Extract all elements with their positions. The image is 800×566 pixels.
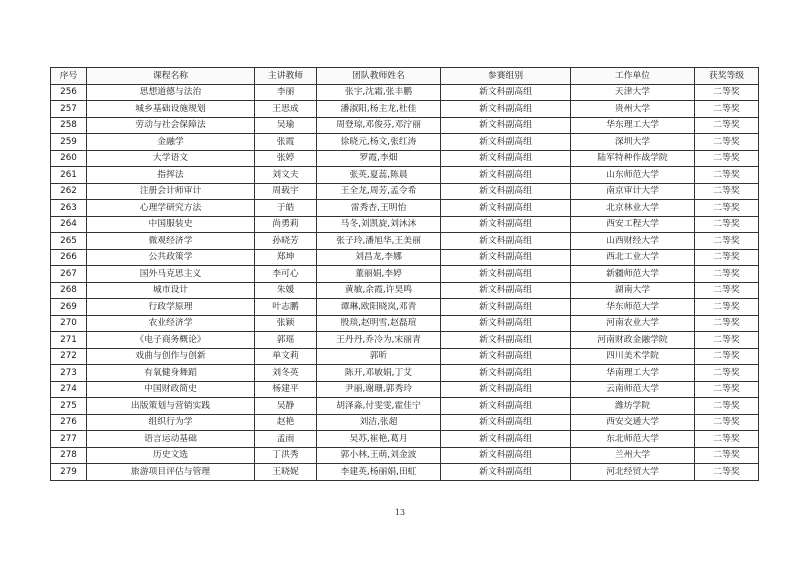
cell-work-unit: 河北经贸大学 bbox=[571, 464, 695, 481]
cell-work-unit: 河南财政金融学院 bbox=[571, 332, 695, 349]
table-row bbox=[51, 464, 759, 481]
cell-award-level: 二等奖 bbox=[695, 414, 759, 431]
cell-serial-number: 278 bbox=[51, 447, 87, 464]
cell-course-name: 《电子商务概论》 bbox=[87, 332, 255, 349]
cell-competition-group: 新文科副高组 bbox=[441, 348, 571, 365]
cell-team-teachers: 张英,夏蕊,陈晨 bbox=[317, 167, 441, 184]
cell-course-name: 金融学 bbox=[87, 134, 255, 151]
cell-course-name: 农业经济学 bbox=[87, 315, 255, 332]
table-row bbox=[51, 101, 759, 118]
cell-lead-teacher: 吴静 bbox=[255, 398, 317, 415]
table-row bbox=[51, 381, 759, 398]
cell-work-unit: 贵州大学 bbox=[571, 101, 695, 118]
cell-course-name: 心理学研究方法 bbox=[87, 200, 255, 217]
cell-lead-teacher: 丁洪秀 bbox=[255, 447, 317, 464]
cell-lead-teacher: 朱媛 bbox=[255, 282, 317, 299]
cell-team-teachers: 王丹丹,乔冷为,宋丽青 bbox=[317, 332, 441, 349]
cell-competition-group: 新文科副高组 bbox=[441, 117, 571, 134]
cell-team-teachers: 潘淑阳,杨主龙,杜佳 bbox=[317, 101, 441, 118]
cell-serial-number: 277 bbox=[51, 431, 87, 448]
cell-lead-teacher: 于皓 bbox=[255, 200, 317, 217]
header-team-teachers: 团队教师姓名 bbox=[317, 68, 441, 85]
table-row bbox=[51, 167, 759, 184]
cell-team-teachers: 王全龙,周芳,孟令希 bbox=[317, 183, 441, 200]
table-body bbox=[51, 84, 759, 480]
cell-course-name: 城乡基础设施规划 bbox=[87, 101, 255, 118]
cell-work-unit: 新疆师范大学 bbox=[571, 266, 695, 283]
cell-team-teachers: 张子玲,潘旭华,王美丽 bbox=[317, 233, 441, 250]
cell-competition-group: 新文科副高组 bbox=[441, 266, 571, 283]
cell-work-unit: 山西财经大学 bbox=[571, 233, 695, 250]
cell-course-name: 国外马克思主义 bbox=[87, 266, 255, 283]
cell-serial-number: 257 bbox=[51, 101, 87, 118]
cell-lead-teacher: 周载宇 bbox=[255, 183, 317, 200]
table-row bbox=[51, 365, 759, 382]
cell-work-unit: 东北师范大学 bbox=[571, 431, 695, 448]
table-header-row bbox=[51, 68, 759, 85]
cell-team-teachers: 刘昌龙,李娜 bbox=[317, 249, 441, 266]
cell-award-level: 二等奖 bbox=[695, 167, 759, 184]
cell-award-level: 二等奖 bbox=[695, 134, 759, 151]
cell-course-name: 行政学原理 bbox=[87, 299, 255, 316]
table-row bbox=[51, 117, 759, 134]
table-row bbox=[51, 84, 759, 101]
cell-serial-number: 264 bbox=[51, 216, 87, 233]
cell-course-name: 组织行为学 bbox=[87, 414, 255, 431]
cell-lead-teacher: 刘冬英 bbox=[255, 365, 317, 382]
header-lead-teacher: 主讲教师 bbox=[255, 68, 317, 85]
cell-award-level: 二等奖 bbox=[695, 464, 759, 481]
header-work-unit: 工作单位 bbox=[571, 68, 695, 85]
cell-lead-teacher: 孟雨 bbox=[255, 431, 317, 448]
cell-team-teachers: 郭小林,王萌,刘金波 bbox=[317, 447, 441, 464]
cell-course-name: 有氧健身舞蹈 bbox=[87, 365, 255, 382]
cell-award-level: 二等奖 bbox=[695, 200, 759, 217]
table-row bbox=[51, 332, 759, 349]
cell-team-teachers: 董丽娟,李婷 bbox=[317, 266, 441, 283]
cell-lead-teacher: 杨建平 bbox=[255, 381, 317, 398]
table-row bbox=[51, 447, 759, 464]
cell-course-name: 指挥法 bbox=[87, 167, 255, 184]
cell-competition-group: 新文科副高组 bbox=[441, 398, 571, 415]
cell-award-level: 二等奖 bbox=[695, 249, 759, 266]
table-row bbox=[51, 348, 759, 365]
cell-award-level: 二等奖 bbox=[695, 183, 759, 200]
cell-course-name: 旅游项目评估与管理 bbox=[87, 464, 255, 481]
cell-course-name: 出版策划与营销实践 bbox=[87, 398, 255, 415]
cell-course-name: 中国服装史 bbox=[87, 216, 255, 233]
cell-lead-teacher: 李丽 bbox=[255, 84, 317, 101]
cell-team-teachers: 尹丽,谢珊,郭秀玲 bbox=[317, 381, 441, 398]
table-row bbox=[51, 249, 759, 266]
cell-competition-group: 新文科副高组 bbox=[441, 150, 571, 167]
cell-serial-number: 256 bbox=[51, 84, 87, 101]
cell-serial-number: 268 bbox=[51, 282, 87, 299]
cell-team-teachers: 谭琳,欧阳晓岚,邓青 bbox=[317, 299, 441, 316]
cell-competition-group: 新文科副高组 bbox=[441, 200, 571, 217]
cell-serial-number: 258 bbox=[51, 117, 87, 134]
header-competition-group: 参赛组别 bbox=[441, 68, 571, 85]
cell-team-teachers: 徐晓元,杨文,张红涛 bbox=[317, 134, 441, 151]
cell-competition-group: 新文科副高组 bbox=[441, 282, 571, 299]
cell-work-unit: 华南理工大学 bbox=[571, 365, 695, 382]
cell-lead-teacher: 孙晓芳 bbox=[255, 233, 317, 250]
cell-competition-group: 新文科副高组 bbox=[441, 464, 571, 481]
table-row bbox=[51, 233, 759, 250]
table-row bbox=[51, 414, 759, 431]
cell-team-teachers: 刘洁,张超 bbox=[317, 414, 441, 431]
cell-lead-teacher: 张霞 bbox=[255, 134, 317, 151]
cell-competition-group: 新文科副高组 bbox=[441, 249, 571, 266]
cell-competition-group: 新文科副高组 bbox=[441, 134, 571, 151]
cell-serial-number: 263 bbox=[51, 200, 87, 217]
cell-serial-number: 279 bbox=[51, 464, 87, 481]
cell-work-unit: 北京林业大学 bbox=[571, 200, 695, 217]
cell-lead-teacher: 张婷 bbox=[255, 150, 317, 167]
cell-serial-number: 259 bbox=[51, 134, 87, 151]
cell-award-level: 二等奖 bbox=[695, 150, 759, 167]
cell-lead-teacher: 王思成 bbox=[255, 101, 317, 118]
cell-work-unit: 潍坊学院 bbox=[571, 398, 695, 415]
header-award-level: 获奖等级 bbox=[695, 68, 759, 85]
cell-team-teachers: 雷秀杏,王明怡 bbox=[317, 200, 441, 217]
cell-course-name: 微观经济学 bbox=[87, 233, 255, 250]
page-number: 13 bbox=[394, 508, 406, 517]
cell-award-level: 二等奖 bbox=[695, 332, 759, 349]
cell-lead-teacher: 李可心 bbox=[255, 266, 317, 283]
cell-award-level: 二等奖 bbox=[695, 282, 759, 299]
cell-serial-number: 275 bbox=[51, 398, 87, 415]
cell-team-teachers: 李建英,杨丽娟,田虹 bbox=[317, 464, 441, 481]
cell-competition-group: 新文科副高组 bbox=[441, 365, 571, 382]
cell-team-teachers: 殷琰,赵明雪,赵磊瑄 bbox=[317, 315, 441, 332]
cell-competition-group: 新文科副高组 bbox=[441, 431, 571, 448]
cell-work-unit: 四川美术学院 bbox=[571, 348, 695, 365]
cell-serial-number: 262 bbox=[51, 183, 87, 200]
cell-lead-teacher: 尚勇莉 bbox=[255, 216, 317, 233]
cell-work-unit: 深圳大学 bbox=[571, 134, 695, 151]
header-course-name: 课程名称 bbox=[87, 68, 255, 85]
cell-work-unit: 西安交通大学 bbox=[571, 414, 695, 431]
cell-competition-group: 新文科副高组 bbox=[441, 299, 571, 316]
cell-course-name: 思想道德与法治 bbox=[87, 84, 255, 101]
table-row bbox=[51, 200, 759, 217]
cell-team-teachers: 吴苏,崔艳,葛月 bbox=[317, 431, 441, 448]
cell-work-unit: 河南农业大学 bbox=[571, 315, 695, 332]
cell-team-teachers: 周登琼,邓俊芬,邓泞丽 bbox=[317, 117, 441, 134]
cell-team-teachers: 胡泽淼,付雯雯,霍佳宁 bbox=[317, 398, 441, 415]
cell-award-level: 二等奖 bbox=[695, 216, 759, 233]
cell-competition-group: 新文科副高组 bbox=[441, 233, 571, 250]
cell-work-unit: 湖南大学 bbox=[571, 282, 695, 299]
cell-team-teachers: 陈开,邓敏娟,丁艾 bbox=[317, 365, 441, 382]
cell-award-level: 二等奖 bbox=[695, 117, 759, 134]
cell-course-name: 戏曲与创作与创新 bbox=[87, 348, 255, 365]
cell-serial-number: 260 bbox=[51, 150, 87, 167]
cell-course-name: 劳动与社会保障法 bbox=[87, 117, 255, 134]
cell-competition-group: 新文科副高组 bbox=[441, 183, 571, 200]
header-serial-number: 序号 bbox=[51, 68, 87, 85]
table-row bbox=[51, 183, 759, 200]
cell-lead-teacher: 王晓妮 bbox=[255, 464, 317, 481]
cell-award-level: 二等奖 bbox=[695, 299, 759, 316]
table-row bbox=[51, 266, 759, 283]
cell-award-level: 二等奖 bbox=[695, 365, 759, 382]
cell-lead-teacher: 单文莉 bbox=[255, 348, 317, 365]
cell-lead-teacher: 赵艳 bbox=[255, 414, 317, 431]
cell-work-unit: 云南师范大学 bbox=[571, 381, 695, 398]
cell-serial-number: 261 bbox=[51, 167, 87, 184]
cell-work-unit: 华东师范大学 bbox=[571, 299, 695, 316]
cell-team-teachers: 罗霞,李畑 bbox=[317, 150, 441, 167]
cell-serial-number: 269 bbox=[51, 299, 87, 316]
cell-serial-number: 266 bbox=[51, 249, 87, 266]
table-row bbox=[51, 315, 759, 332]
cell-course-name: 语言运动基础 bbox=[87, 431, 255, 448]
cell-work-unit: 山东师范大学 bbox=[571, 167, 695, 184]
cell-work-unit: 西北工业大学 bbox=[571, 249, 695, 266]
cell-award-level: 二等奖 bbox=[695, 381, 759, 398]
cell-course-name: 公共政策学 bbox=[87, 249, 255, 266]
cell-serial-number: 267 bbox=[51, 266, 87, 283]
cell-course-name: 历史文选 bbox=[87, 447, 255, 464]
cell-competition-group: 新文科副高组 bbox=[441, 315, 571, 332]
cell-award-level: 二等奖 bbox=[695, 266, 759, 283]
cell-competition-group: 新文科副高组 bbox=[441, 84, 571, 101]
cell-award-level: 二等奖 bbox=[695, 84, 759, 101]
cell-work-unit: 华东理工大学 bbox=[571, 117, 695, 134]
cell-course-name: 中国财政简史 bbox=[87, 381, 255, 398]
table-row bbox=[51, 150, 759, 167]
cell-serial-number: 274 bbox=[51, 381, 87, 398]
cell-award-level: 二等奖 bbox=[695, 348, 759, 365]
cell-serial-number: 272 bbox=[51, 348, 87, 365]
cell-course-name: 大学语文 bbox=[87, 150, 255, 167]
cell-work-unit: 天津大学 bbox=[571, 84, 695, 101]
cell-lead-teacher: 刘文夫 bbox=[255, 167, 317, 184]
cell-team-teachers: 马冬,刘凯旋,刘沐沐 bbox=[317, 216, 441, 233]
cell-award-level: 二等奖 bbox=[695, 101, 759, 118]
cell-team-teachers: 黄敏,余霞,许昊鸣 bbox=[317, 282, 441, 299]
cell-competition-group: 新文科副高组 bbox=[441, 447, 571, 464]
cell-course-name: 注册会计师审计 bbox=[87, 183, 255, 200]
cell-award-level: 二等奖 bbox=[695, 315, 759, 332]
cell-award-level: 二等奖 bbox=[695, 431, 759, 448]
cell-team-teachers: 张宇,沈霜,张丰鹏 bbox=[317, 84, 441, 101]
cell-competition-group: 新文科副高组 bbox=[441, 414, 571, 431]
cell-competition-group: 新文科副高组 bbox=[441, 101, 571, 118]
table-row bbox=[51, 134, 759, 151]
cell-serial-number: 265 bbox=[51, 233, 87, 250]
cell-competition-group: 新文科副高组 bbox=[441, 332, 571, 349]
cell-lead-teacher: 郭瑶 bbox=[255, 332, 317, 349]
table-row bbox=[51, 398, 759, 415]
award-table bbox=[50, 67, 759, 481]
cell-lead-teacher: 叶志鹏 bbox=[255, 299, 317, 316]
cell-lead-teacher: 张颖 bbox=[255, 315, 317, 332]
cell-course-name: 城市设计 bbox=[87, 282, 255, 299]
cell-team-teachers: 郭昕 bbox=[317, 348, 441, 365]
cell-serial-number: 271 bbox=[51, 332, 87, 349]
table-row bbox=[51, 299, 759, 316]
cell-work-unit: 兰州大学 bbox=[571, 447, 695, 464]
cell-lead-teacher: 吴瑜 bbox=[255, 117, 317, 134]
cell-award-level: 二等奖 bbox=[695, 398, 759, 415]
cell-competition-group: 新文科副高组 bbox=[441, 216, 571, 233]
table-row bbox=[51, 282, 759, 299]
cell-competition-group: 新文科副高组 bbox=[441, 167, 571, 184]
cell-work-unit: 西安工程大学 bbox=[571, 216, 695, 233]
cell-work-unit: 南京审计大学 bbox=[571, 183, 695, 200]
cell-serial-number: 273 bbox=[51, 365, 87, 382]
cell-serial-number: 276 bbox=[51, 414, 87, 431]
table-row bbox=[51, 431, 759, 448]
cell-award-level: 二等奖 bbox=[695, 233, 759, 250]
table-row bbox=[51, 216, 759, 233]
cell-competition-group: 新文科副高组 bbox=[441, 381, 571, 398]
cell-award-level: 二等奖 bbox=[695, 447, 759, 464]
cell-lead-teacher: 郑坤 bbox=[255, 249, 317, 266]
cell-serial-number: 270 bbox=[51, 315, 87, 332]
cell-work-unit: 陆军特种作战学院 bbox=[571, 150, 695, 167]
